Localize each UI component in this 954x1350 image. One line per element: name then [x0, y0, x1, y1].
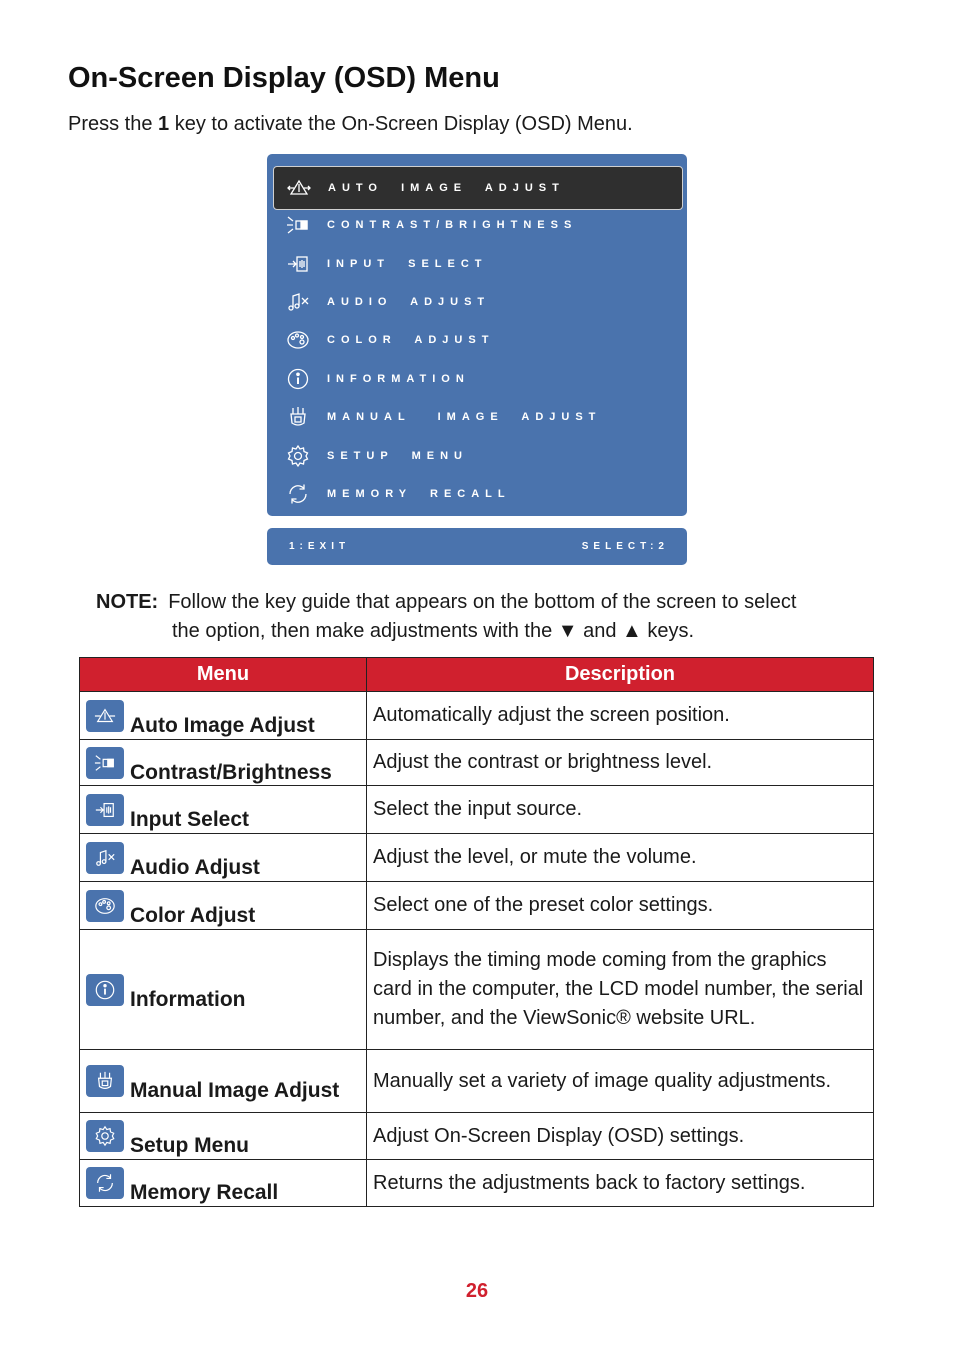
key-one: 1	[158, 113, 170, 135]
setup-menu-icon	[285, 443, 311, 469]
contrast-brightness-icon	[86, 747, 124, 779]
auto-image-adjust-icon	[286, 175, 312, 201]
osd-item-manual-image-adjust[interactable]	[273, 396, 681, 438]
table-row	[80, 740, 874, 786]
memory-recall-icon	[86, 1167, 124, 1199]
osd-exit-hint: 1:EXIT	[289, 541, 351, 552]
menu-description: Adjust the level, or mute the volume.	[367, 834, 874, 882]
menu-description: Adjust the contrast or brightness level.	[367, 740, 874, 786]
intro-text: Press the 1 key to activate the On-Screen Display (OSD) Menu.	[68, 113, 633, 135]
audio-adjust-icon	[86, 842, 124, 874]
table-row	[80, 1050, 874, 1113]
osd-item-contrast-brightness[interactable]	[273, 204, 681, 246]
menu-name: Input Select	[130, 807, 250, 831]
input-select-icon	[86, 794, 124, 826]
osd-item-audio-adjust[interactable]	[273, 281, 681, 323]
osd-item-information[interactable]	[273, 358, 681, 400]
note	[96, 588, 886, 646]
note-line-1: Follow the key guide that appears on the bottom of the screen to select	[168, 591, 797, 613]
osd-item-label: COLOR ADJUST	[327, 334, 495, 346]
color-adjust-icon	[86, 890, 124, 922]
menu-description: Manually set a variety of image quality adjustments.	[367, 1050, 874, 1113]
osd-menu-panel	[267, 154, 687, 516]
menu-column-header: Menu	[80, 658, 367, 692]
osd-item-input-select[interactable]	[273, 243, 681, 285]
note-line-2: the option, then make adjustments with the ▼ and ▲ keys.	[172, 620, 695, 642]
osd-item-label: MEMORY RECALL	[327, 488, 511, 500]
menu-name: Auto Image Adjust	[130, 713, 315, 737]
menu-description: Select one of the preset color settings.	[367, 882, 874, 930]
osd-item-label: INFORMATION	[327, 373, 470, 385]
menu-description: Displays the timing mode coming from the graphics card in the computer, the LCD model number, the serial number, and the ViewSonic® website URL.	[367, 930, 874, 1050]
audio-adjust-icon	[285, 289, 311, 315]
table-row	[80, 1113, 874, 1160]
menu-description: Adjust On-Screen Display (OSD) settings.	[367, 1113, 874, 1160]
information-icon	[285, 366, 311, 392]
information-icon	[86, 974, 124, 1006]
setup-menu-icon	[86, 1120, 124, 1152]
contrast-brightness-icon	[285, 212, 311, 238]
menu-name: Color Adjust	[130, 903, 256, 927]
osd-item-label: AUDIO ADJUST	[327, 296, 491, 308]
table-row	[80, 930, 874, 1050]
menu-table	[79, 657, 874, 1207]
page-number: 26	[465, 1280, 489, 1302]
osd-key-guide	[267, 528, 687, 565]
input-select-icon	[285, 251, 311, 277]
menu-name: Contrast/Brightness	[130, 760, 332, 784]
menu-description: Select the input source.	[367, 786, 874, 834]
table-row	[80, 692, 874, 740]
color-adjust-icon	[285, 327, 311, 353]
menu-name: Manual Image Adjust	[130, 1079, 340, 1102]
menu-description: Automatically adjust the screen position.	[367, 692, 874, 740]
osd-item-label: INPUT SELECT	[327, 258, 488, 270]
osd-select-hint: SELECT:2	[581, 541, 669, 552]
table-row	[80, 1160, 874, 1207]
description-column-header: Description	[367, 658, 874, 692]
menu-name: Information	[130, 987, 246, 1011]
page-title: On-Screen Display (OSD) Menu	[68, 62, 500, 94]
osd-item-label: CONTRAST/BRIGHTNESS	[327, 219, 578, 231]
osd-item-label: AUTO IMAGE ADJUST	[328, 182, 565, 194]
menu-name: Setup Menu	[130, 1134, 249, 1157]
manual-image-adjust-icon	[285, 404, 311, 430]
osd-item-memory-recall[interactable]	[273, 473, 681, 515]
osd-item-label: SETUP MENU	[327, 450, 468, 462]
manual-image-adjust-icon	[86, 1065, 124, 1097]
table-row	[80, 834, 874, 882]
table-row	[80, 786, 874, 834]
auto-image-adjust-icon	[86, 700, 124, 732]
osd-item-color-adjust[interactable]	[273, 319, 681, 361]
osd-item-label: MANUAL IMAGE ADJUST	[327, 411, 602, 423]
note-label: NOTE:	[96, 591, 159, 613]
menu-description: Returns the adjustments back to factory settings.	[367, 1160, 874, 1207]
menu-name: Memory Recall	[130, 1181, 279, 1204]
table-row	[80, 882, 874, 930]
memory-recall-icon	[285, 481, 311, 507]
osd-item-setup-menu[interactable]	[273, 435, 681, 477]
menu-name: Audio Adjust	[130, 855, 260, 879]
